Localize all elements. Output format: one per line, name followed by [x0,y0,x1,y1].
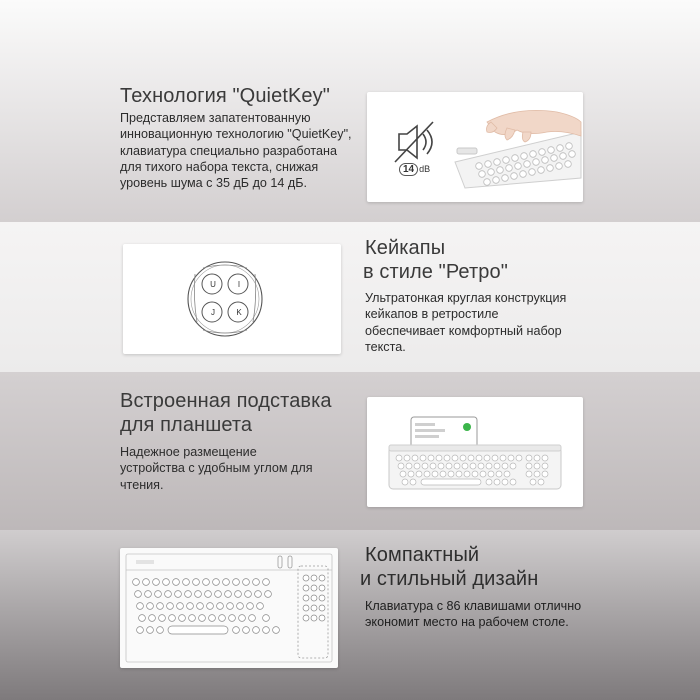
design-description: Клавиатура с 86 клавишами отлично экономит место на рабочем столе. [365,599,582,630]
design-title-line1: Компактный [365,544,480,566]
keycap-k: K [236,308,242,317]
keycaps-illustration [123,244,341,354]
stand-description: Надежное размещение устройства с удобным углом для чтения. [120,445,313,492]
design-illustration [120,548,338,668]
keyboard-illustration [389,445,561,489]
design-title-line2: и стильный дизайн [360,568,539,590]
decibel-unit: dB [419,164,431,174]
stand-title-line1: Встроенная подставка [120,390,332,412]
stand-title-line2: для планшета [120,414,253,436]
keycaps-title-line2: в стиле "Ретро" [363,261,508,283]
keycap-cluster [188,262,262,336]
keycap-i: I [237,280,241,289]
section-stand-band [0,372,700,530]
decibel-badge [399,163,430,176]
section-design-band [0,530,700,700]
keycap-j: J [211,308,215,317]
keyboard-illustration [455,132,581,188]
stand-illustration [367,397,583,507]
quietkey-illustration [367,92,583,202]
keycaps-title-line1: Кейкапы [365,237,446,259]
quietkey-description: Представляем запатентованную инновационную технологию "QuietKey", клавиатура специально разработана для тихого набора текста, снижая уровень шума с 35 дБ до 14 дБ. [120,111,352,191]
decibel-value: 14 [399,163,418,176]
mute-speaker-icon [395,122,433,162]
keycap-u: U [210,280,216,289]
keycaps-description: Ультратонкая круглая конструкция кейкапов в ретростиле обеспечивает комфортный набор текста. [365,291,567,354]
section-retro-band [0,222,700,372]
quietkey-title: Технология "QuietKey" [120,85,330,107]
